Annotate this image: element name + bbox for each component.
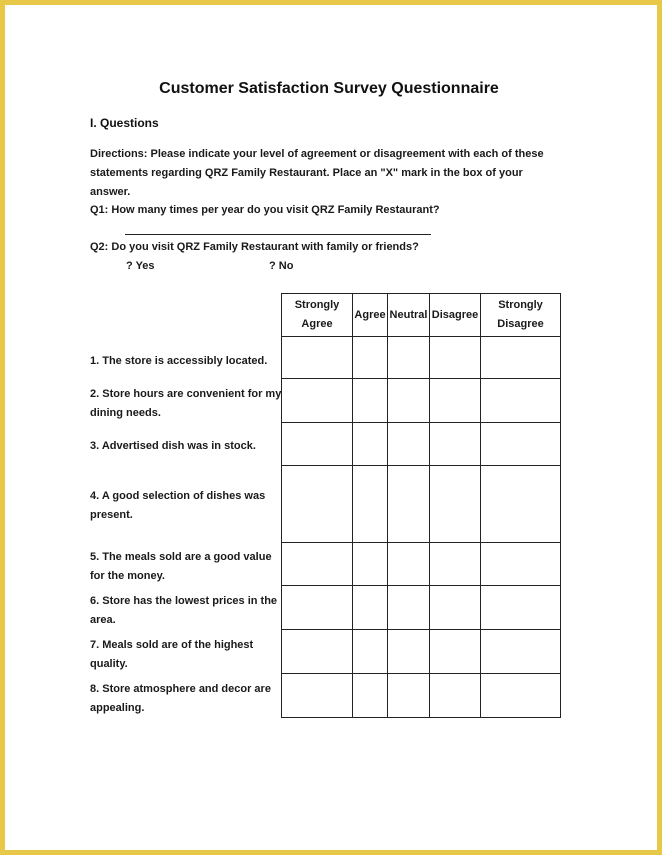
statement-1: 1. The store is accessibly located.: [90, 355, 268, 367]
answer-box-disagree[interactable]: [430, 630, 481, 674]
answer-box-agree[interactable]: [353, 423, 388, 466]
answer-box-neutral[interactable]: [388, 586, 430, 630]
answer-box-neutral[interactable]: [388, 379, 430, 423]
column-header-strongly-agree: Strongly Agree: [282, 294, 353, 337]
answer-box-disagree[interactable]: [430, 586, 481, 630]
answer-box-strongly-disagree[interactable]: [481, 630, 561, 674]
column-header-neutral: Neutral: [388, 294, 430, 337]
page-title: Customer Satisfaction Survey Questionnaire: [159, 80, 499, 97]
section-heading: I. Questions: [90, 116, 159, 130]
answer-box-agree[interactable]: [353, 379, 388, 423]
answer-box-agree[interactable]: [353, 466, 388, 543]
answer-box-disagree[interactable]: [430, 543, 481, 586]
answer-box-strongly-disagree[interactable]: [481, 466, 561, 543]
table-row: [282, 586, 561, 630]
answer-box-agree[interactable]: [353, 543, 388, 586]
answer-box-strongly-agree[interactable]: [282, 674, 353, 718]
answer-box-disagree[interactable]: [430, 466, 481, 543]
answer-box-strongly-disagree[interactable]: [481, 543, 561, 586]
answer-box-agree[interactable]: [353, 630, 388, 674]
answer-box-strongly-agree[interactable]: [282, 337, 353, 379]
table-row: [282, 423, 561, 466]
answer-box-agree[interactable]: [353, 586, 388, 630]
answer-box-strongly-agree[interactable]: [282, 423, 353, 466]
document-page: [5, 5, 657, 850]
answer-box-strongly-disagree[interactable]: [481, 586, 561, 630]
answer-box-agree[interactable]: [353, 337, 388, 379]
answer-box-strongly-disagree[interactable]: [481, 423, 561, 466]
table-row: [282, 630, 561, 674]
statement-6: 6. Store has the lowest prices in the area.: [90, 595, 278, 626]
answer-box-strongly-disagree[interactable]: [481, 379, 561, 423]
column-header-strongly-disagree: Strongly Disagree: [481, 294, 561, 337]
column-header-disagree: Disagree: [430, 294, 481, 337]
rating-header-row: [282, 294, 561, 337]
statement-2: 2. Store hours are convenient for my dining needs.: [90, 388, 282, 419]
rating-table: [281, 293, 561, 718]
answer-box-strongly-agree[interactable]: [282, 630, 353, 674]
answer-box-neutral[interactable]: [388, 630, 430, 674]
statement-3: 3. Advertised dish was in stock.: [90, 440, 256, 452]
column-header-agree: Agree: [353, 294, 388, 337]
question-2: Q2: Do you visit QRZ Family Restaurant with family or friends?: [90, 241, 419, 253]
table-row: [282, 337, 561, 379]
answer-box-disagree[interactable]: [430, 379, 481, 423]
q1-answer-line[interactable]: [125, 234, 431, 235]
table-row: [282, 466, 561, 543]
answer-box-neutral[interactable]: [388, 337, 430, 379]
question-1: Q1: How many times per year do you visit QRZ Family Restaurant?: [90, 204, 440, 216]
q2-option-yes[interactable]: ? Yes: [126, 260, 155, 272]
answer-box-neutral[interactable]: [388, 466, 430, 543]
answer-box-strongly-disagree[interactable]: [481, 674, 561, 718]
statement-8: 8. Store atmosphere and decor are appealing.: [90, 683, 271, 714]
answer-box-strongly-agree[interactable]: [282, 586, 353, 630]
table-row: [282, 674, 561, 718]
statement-5: 5. The meals sold are a good value for the money.: [90, 551, 272, 582]
directions-text: Directions: Please indicate your level of agreement or disagreement with each of these statements regarding QRZ Family Restaurant. Place an "X" mark in the box of your answer.: [90, 148, 544, 198]
answer-box-strongly-agree[interactable]: [282, 543, 353, 586]
answer-box-agree[interactable]: [353, 674, 388, 718]
q2-option-no[interactable]: ? No: [269, 260, 294, 272]
answer-box-neutral[interactable]: [388, 674, 430, 718]
answer-box-neutral[interactable]: [388, 543, 430, 586]
answer-box-disagree[interactable]: [430, 423, 481, 466]
answer-box-disagree[interactable]: [430, 674, 481, 718]
answer-box-disagree[interactable]: [430, 337, 481, 379]
table-row: [282, 379, 561, 423]
statement-7: 7. Meals sold are of the highest quality.: [90, 639, 254, 670]
statement-4: 4. A good selection of dishes was present.: [90, 490, 266, 521]
table-row: [282, 543, 561, 586]
answer-box-strongly-agree[interactable]: [282, 466, 353, 543]
answer-box-strongly-disagree[interactable]: [481, 337, 561, 379]
answer-box-neutral[interactable]: [388, 423, 430, 466]
answer-box-strongly-agree[interactable]: [282, 379, 353, 423]
